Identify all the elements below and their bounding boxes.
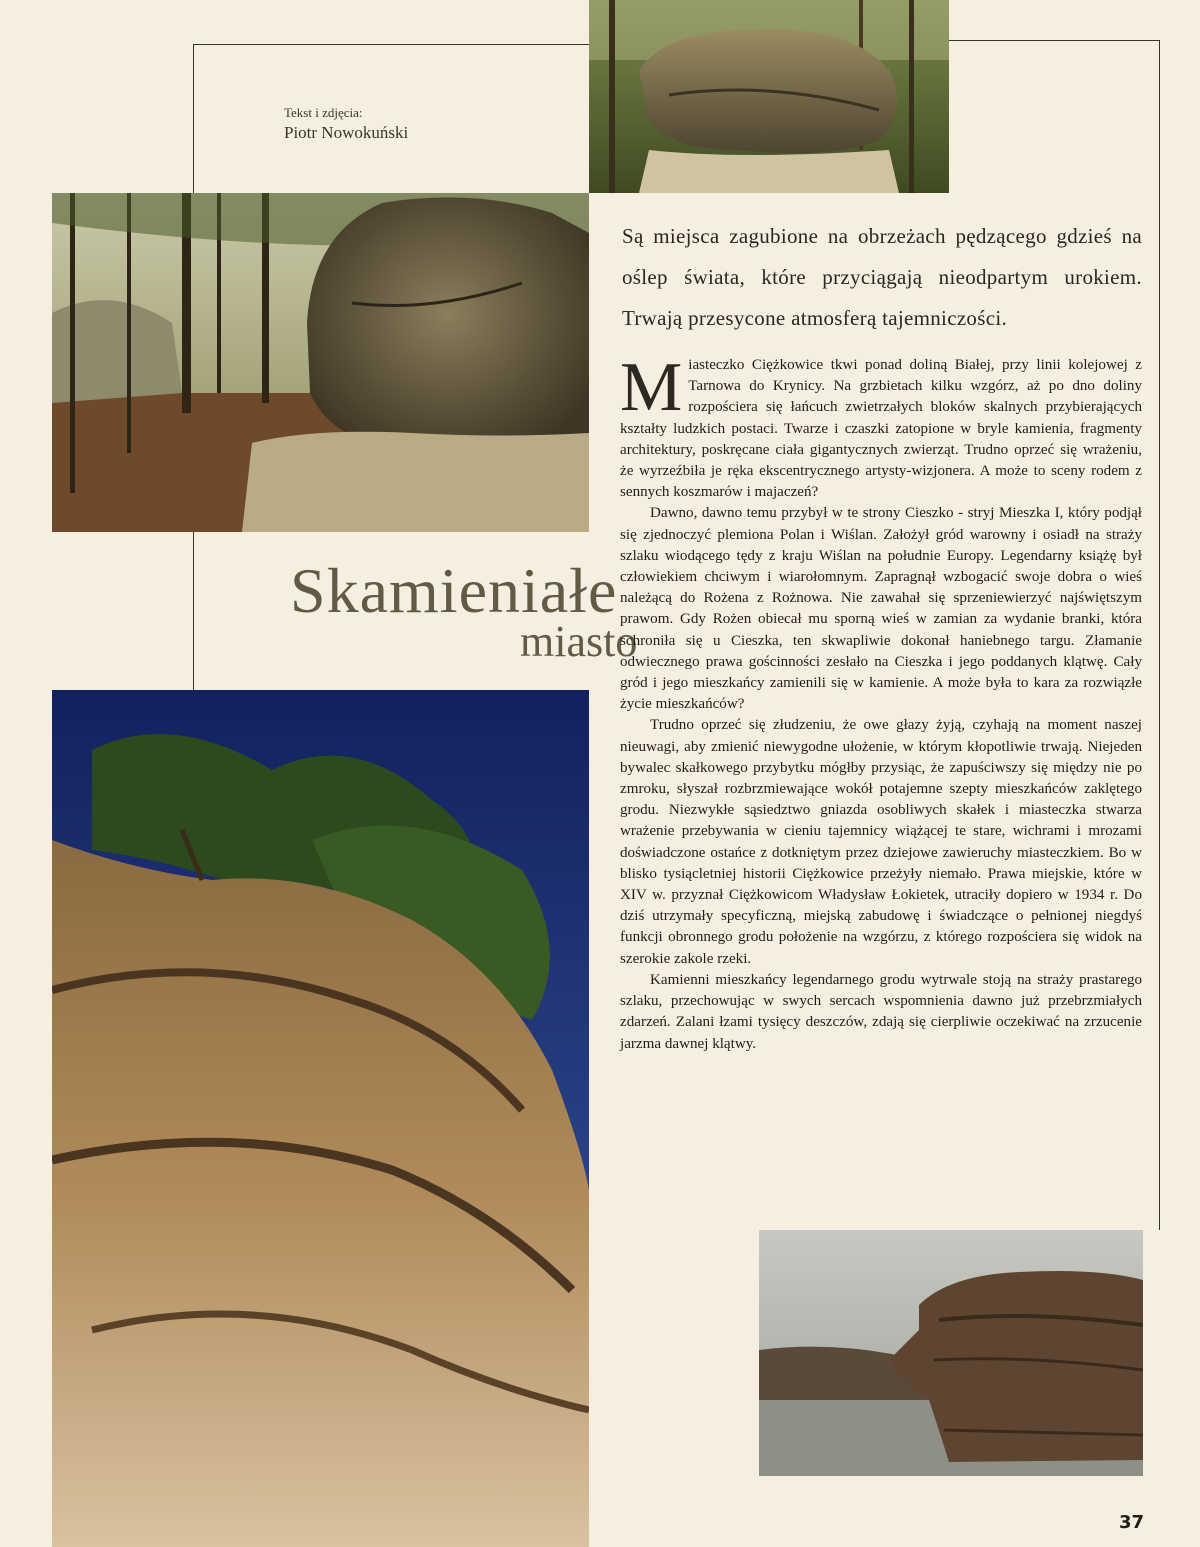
dropcap-letter: M — [620, 349, 683, 426]
photo-forest-boulder-image — [52, 193, 589, 532]
body-paragraph-1-text: iasteczko Ciężkowice tkwi ponad doliną Białej, przy linii kolejowej z Tarnowa do Krynicy. Na grzbietach kilku wzgórz, aż po dno doliny rozpościera się łańcuch zwietrzałych bloków skalnych przybierających kształty ludzkich postaci. Twarze i czaszki zatopione w bryle kamienia, fragmenty architektury, poskręcane ciała gigantycznych zwierząt. Trudno oprzeć się wrażeniu, że wyrzeźbiła je ręka ekscentrycznego artysty-wizjonera. A może to sceny rodem z sennych koszmarów i majaczeń? — [620, 357, 1142, 501]
photo-rock-sky-image — [52, 690, 589, 1547]
frame-line-left-lower — [193, 532, 194, 690]
lead-paragraph — [622, 216, 1142, 339]
article-subtitle: miasto — [520, 617, 638, 666]
credit-author: Piotr Nowokuński — [284, 123, 409, 142]
article-title: Skamieniałe — [290, 555, 618, 626]
frame-line-left — [193, 44, 194, 194]
body-paragraph-1 — [620, 349, 1142, 503]
photo-boulder-top-image — [589, 0, 949, 193]
credit-label: Tekst i zdjęcia: — [284, 105, 363, 120]
body-paragraph-3: Trudno oprzeć się złudzeniu, że owe głazy żyją, czyhają na moment naszej nieuwagi, aby zmienić niewygodne ułożenie, w którym kłopotliwie trwają. Niejeden bywalec skałkowego przybytku mógłby przysiąc, że zapuściwszy się między nie po zmroku, słyszał rozbrzmiewające wokół potajemne szepty mieszkańców zaklętego grodu. Niezwykłe sąsiedztwo gniazda osobliwych skałek i miasteczka stwarza wrażenie przebywania w cieniu tajemnicy wiążącej te stare, wichrami i mrozami doświadczone ostańce z dotkniętym przez dziejowe zawieruchy miasteczkiem. Bo w blisko tysiącletniej historii Ciężkowice przeżyły niemało. Prawa miejskie, które w XIV w. przyznał Ciężkowicom Władysław Łokietek, utraciły dopiero w 1934 r. Do dziś utrzymały specyficzną, miejską zabudowę i świadczące o pełnionej niegdyś funkcji obronnego grodu położenie na wzgórzu, z którego rozpościera się widok na szerokie zakole rzeki. — [620, 717, 1142, 967]
frame-line-top-left — [193, 44, 589, 45]
lead-text: Są miejsca zagubione na obrzeżach pędzącego gdzieś na oślep świata, które przyciągają nieodpartym urokiem. Trwają przesycone atmosferą tajemniczości. — [622, 224, 1142, 330]
photo-rock-head-image — [759, 1230, 1143, 1476]
body-paragraph-4: Kamienni mieszkańcy legendarnego grodu wytrwale stoją na straży prastarego szlaku, przechowując w swych sercach wspomnienia dawno już przebrzmiałych zdarzeń. Zalani łzami tysięcy deszczów, zdają się cierpliwie oczekiwać na zrzucenie jarzma dawnej klątwy. — [620, 971, 1142, 1052]
photo-rock-head — [759, 1230, 1143, 1476]
page-number: 37 — [1118, 1512, 1144, 1533]
frame-line-top-right — [948, 40, 1160, 41]
author-credit — [284, 103, 408, 144]
photo-boulder-top — [589, 0, 949, 193]
photo-rock-sky — [52, 690, 589, 1547]
photo-forest-boulder — [52, 193, 589, 532]
article-body — [620, 349, 1142, 1055]
body-paragraph-2: Dawno, dawno temu przybył w te strony Cieszko - stryj Mieszka I, który podjął się zjednoczyć plemiona Polan i Wiślan. Założył gród warowny i osiadł na straży szlaku wiodącego tędy z kraju Wiślan na południe Europy. Legendarny książę był człowiekiem chciwym i wiarołomnym. Zapragnął wzbogacić swoje dobra o wieś należącą do Rożena z Rożnowa. Nie zawahał się sprzeniewierzyć najświętszym prawom. Gdy Rożen obiecał mu sporną wieś w zamian za wydanie branki, która schroniła się u Cieszka, ten skwapliwie dokonał haniebnego targu. Złamanie odwiecznego prawa gościnności zesłało na Cieszka i jego poddanych klątwę. Cały gród i jego mieszkańcy zamienili się w kamienie. A może była to kara za rozwiązłe życie mieszkańców? — [620, 505, 1142, 713]
frame-line-right — [1159, 40, 1160, 1230]
